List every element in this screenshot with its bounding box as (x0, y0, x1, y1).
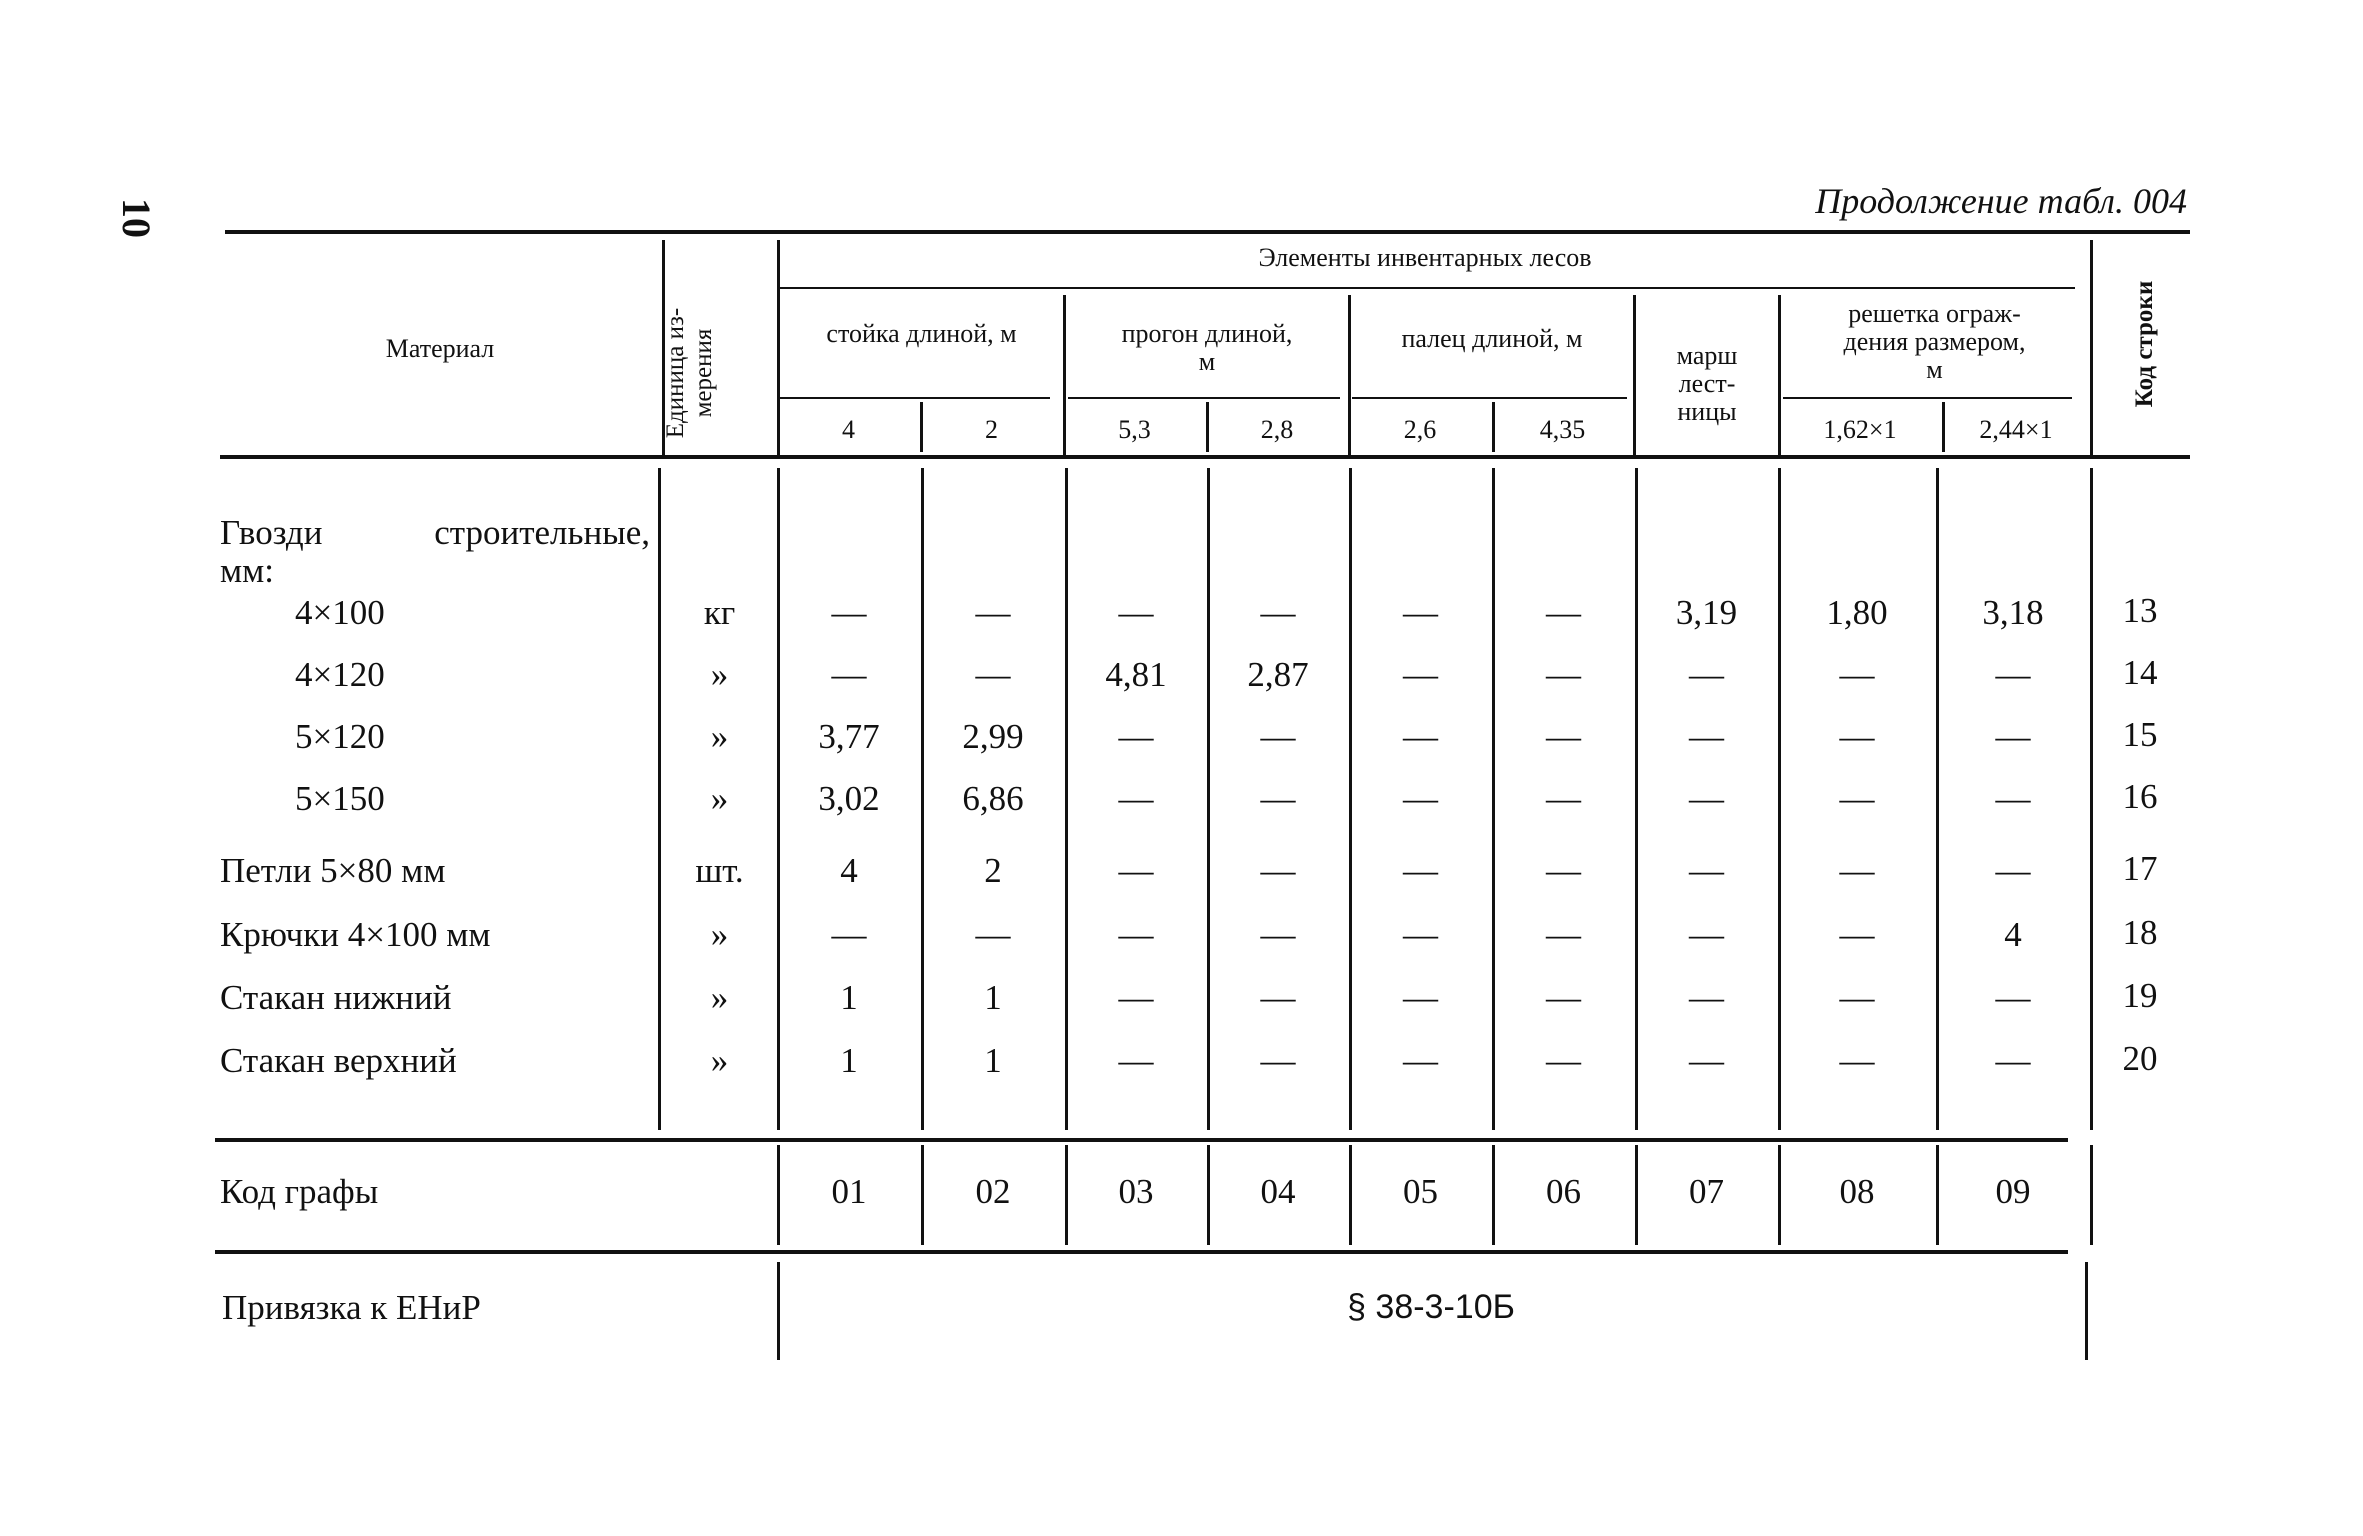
row-code: 18 (2122, 913, 2158, 952)
graph-code-value: 07 (1689, 1172, 1724, 1211)
row-material: Петли 5×80 мм (220, 851, 446, 890)
column-header-code-row: Код строки (2131, 280, 2158, 408)
row-value: 3,18 (1982, 593, 2044, 632)
row-value: — (1260, 779, 1296, 818)
row-value: — (1546, 779, 1581, 818)
row-material: Стакан нижний (220, 978, 452, 1017)
graph-code-value: 05 (1403, 1172, 1438, 1211)
row-material: Стакан верхний (220, 1041, 457, 1080)
row-value: — (1839, 978, 1875, 1017)
group-header: прогон длиной, м (1121, 319, 1293, 376)
row-unit: » (710, 717, 729, 756)
row-value: — (1546, 978, 1581, 1017)
row-material: 5×150 (295, 779, 385, 818)
row-unit: » (710, 779, 729, 818)
row-value: — (1118, 915, 1154, 954)
row-value: — (1260, 915, 1296, 954)
row-code: 13 (2122, 591, 2158, 630)
row-value: — (1260, 851, 1296, 890)
group-header: решетка ограж- дения размером, м (1843, 299, 2026, 384)
subcolumn-header: 2,6 (1403, 415, 1437, 444)
row-material: 4×100 (295, 593, 385, 632)
row-value: — (1995, 717, 2031, 756)
subcolumn-header: 2,8 (1260, 415, 1294, 444)
row-value: — (1995, 1041, 2031, 1080)
row-value: — (1403, 593, 1438, 632)
row-value: 1 (984, 978, 1002, 1017)
enir-label: Привязка к ЕНиР (222, 1288, 481, 1327)
row-code: 17 (2122, 849, 2158, 888)
row-value: — (1995, 851, 2031, 890)
group-header: палец длиной, м (1401, 324, 1583, 353)
subcolumn-header: 5,3 (1118, 415, 1151, 444)
row-material: мм: (220, 551, 275, 590)
row-value: — (831, 655, 867, 694)
row-code: 15 (2122, 715, 2158, 754)
row-value: — (1839, 915, 1875, 954)
row-value: — (1260, 978, 1296, 1017)
row-value: 6,86 (962, 779, 1024, 818)
row-value: — (1403, 1041, 1438, 1080)
group-underline (1783, 397, 2072, 399)
rule (658, 468, 661, 1130)
row-value: — (1403, 717, 1438, 756)
row-material: 5×120 (295, 717, 385, 756)
group-title: Элементы инвентарных лесов (1258, 243, 1592, 272)
graph-code-value: 03 (1118, 1172, 1154, 1211)
row-value: — (1118, 978, 1154, 1017)
row-value: 2,99 (962, 717, 1024, 756)
row-value: — (1839, 779, 1875, 818)
group-underline (1068, 397, 1340, 399)
row-value: — (975, 915, 1011, 954)
column-header-unit: Единица из- мерения (662, 307, 717, 439)
row-value: — (1689, 1041, 1724, 1080)
row-value: 1 (984, 1041, 1002, 1080)
graph-code-value: 01 (831, 1172, 867, 1211)
graph-code-label: Код графы (220, 1172, 379, 1211)
table-caption: Продолжение табл. 004 (1815, 181, 2187, 221)
row-unit: » (710, 655, 729, 694)
rule (2090, 1145, 2093, 1245)
row-value: 3,02 (818, 779, 880, 818)
row-value: 4,81 (1105, 655, 1167, 694)
subcolumn-header: 2,44×1 (1979, 415, 2053, 444)
row-value: — (1839, 655, 1875, 694)
row-value: — (1118, 1041, 1154, 1080)
row-value: — (1403, 978, 1438, 1017)
row-value: 4 (840, 851, 858, 890)
row-value: — (1118, 851, 1154, 890)
row-material: 4×120 (295, 655, 385, 694)
row-value: — (1689, 717, 1724, 756)
graph-code-top-rule (215, 1138, 2068, 1142)
subcolumn-header: 4,35 (1539, 415, 1586, 444)
row-value: — (1260, 593, 1296, 632)
row-material: Гвозди строительные, (220, 513, 650, 552)
subcolumn-header: 1,62×1 (1823, 415, 1897, 444)
row-value: — (1260, 1041, 1296, 1080)
row-value: 2 (984, 851, 1002, 890)
row-value: — (1689, 915, 1724, 954)
row-code: 19 (2122, 976, 2158, 1015)
row-value: — (1689, 655, 1724, 694)
group-underline (1352, 397, 1627, 399)
row-value: — (831, 915, 867, 954)
row-value: — (1118, 593, 1154, 632)
row-value: — (1403, 851, 1438, 890)
subcolumn-header: 4 (842, 415, 855, 444)
row-value: 1,80 (1826, 593, 1888, 632)
row-value: — (1546, 655, 1581, 694)
row-value: 2,87 (1247, 655, 1309, 694)
row-value: — (1689, 779, 1724, 818)
graph-code-value: 09 (1995, 1172, 2031, 1211)
row-value: — (1403, 779, 1438, 818)
group-title-underline (777, 287, 2075, 289)
row-value: — (1546, 593, 1581, 632)
group-header: марш лест- ницы (1676, 341, 1738, 426)
group-header: стойка длиной, м (826, 319, 1017, 348)
row-unit: » (710, 978, 729, 1017)
row-value: — (1839, 1041, 1875, 1080)
graph-code-value: 04 (1260, 1172, 1296, 1211)
row-value: 3,19 (1675, 593, 1738, 632)
row-value: 1 (840, 1041, 858, 1080)
row-value: 1 (840, 978, 858, 1017)
row-value: — (1546, 851, 1581, 890)
row-value: — (1995, 978, 2031, 1017)
row-value: 4 (2004, 915, 2022, 954)
rule (2085, 1262, 2088, 1360)
subcolumn-header: 2 (985, 415, 998, 444)
enir-value: § 38-3-10Б (1347, 1288, 1515, 1326)
row-value: — (1546, 1041, 1581, 1080)
row-code: 16 (2122, 777, 2158, 816)
row-value: — (1546, 717, 1581, 756)
graph-code-value: 08 (1839, 1172, 1875, 1211)
row-value: — (975, 655, 1011, 694)
row-value: — (975, 593, 1011, 632)
row-unit: шт. (695, 851, 744, 890)
page-number: 10 (114, 198, 159, 238)
rule (2090, 240, 2093, 455)
header-bottom-rule (220, 455, 2190, 459)
row-value: — (1839, 851, 1875, 890)
row-value: — (1995, 655, 2031, 694)
row-value: — (1403, 655, 1438, 694)
row-unit: » (710, 915, 729, 954)
group-underline (780, 397, 1050, 399)
row-unit: кг (703, 593, 736, 632)
row-material: Крючки 4×100 мм (220, 915, 491, 954)
row-value: — (831, 593, 867, 632)
row-value: — (1403, 915, 1438, 954)
graph-code-value: 06 (1546, 1172, 1581, 1211)
top-rule (225, 230, 2190, 234)
row-code: 20 (2122, 1039, 2158, 1078)
row-unit: » (710, 1041, 729, 1080)
row-value: 3,77 (818, 717, 880, 756)
row-value: — (1689, 978, 1724, 1017)
row-value: — (1995, 779, 2031, 818)
row-value: — (1689, 851, 1724, 890)
column-header-material: Материал (385, 334, 495, 363)
row-code: 14 (2122, 653, 2158, 692)
enir-top-rule (215, 1250, 2068, 1254)
row-value: — (1839, 717, 1875, 756)
row-value: — (1118, 779, 1154, 818)
row-value: — (1546, 915, 1581, 954)
row-value: — (1118, 717, 1154, 756)
row-value: — (1260, 717, 1296, 756)
graph-code-value: 02 (975, 1172, 1011, 1211)
